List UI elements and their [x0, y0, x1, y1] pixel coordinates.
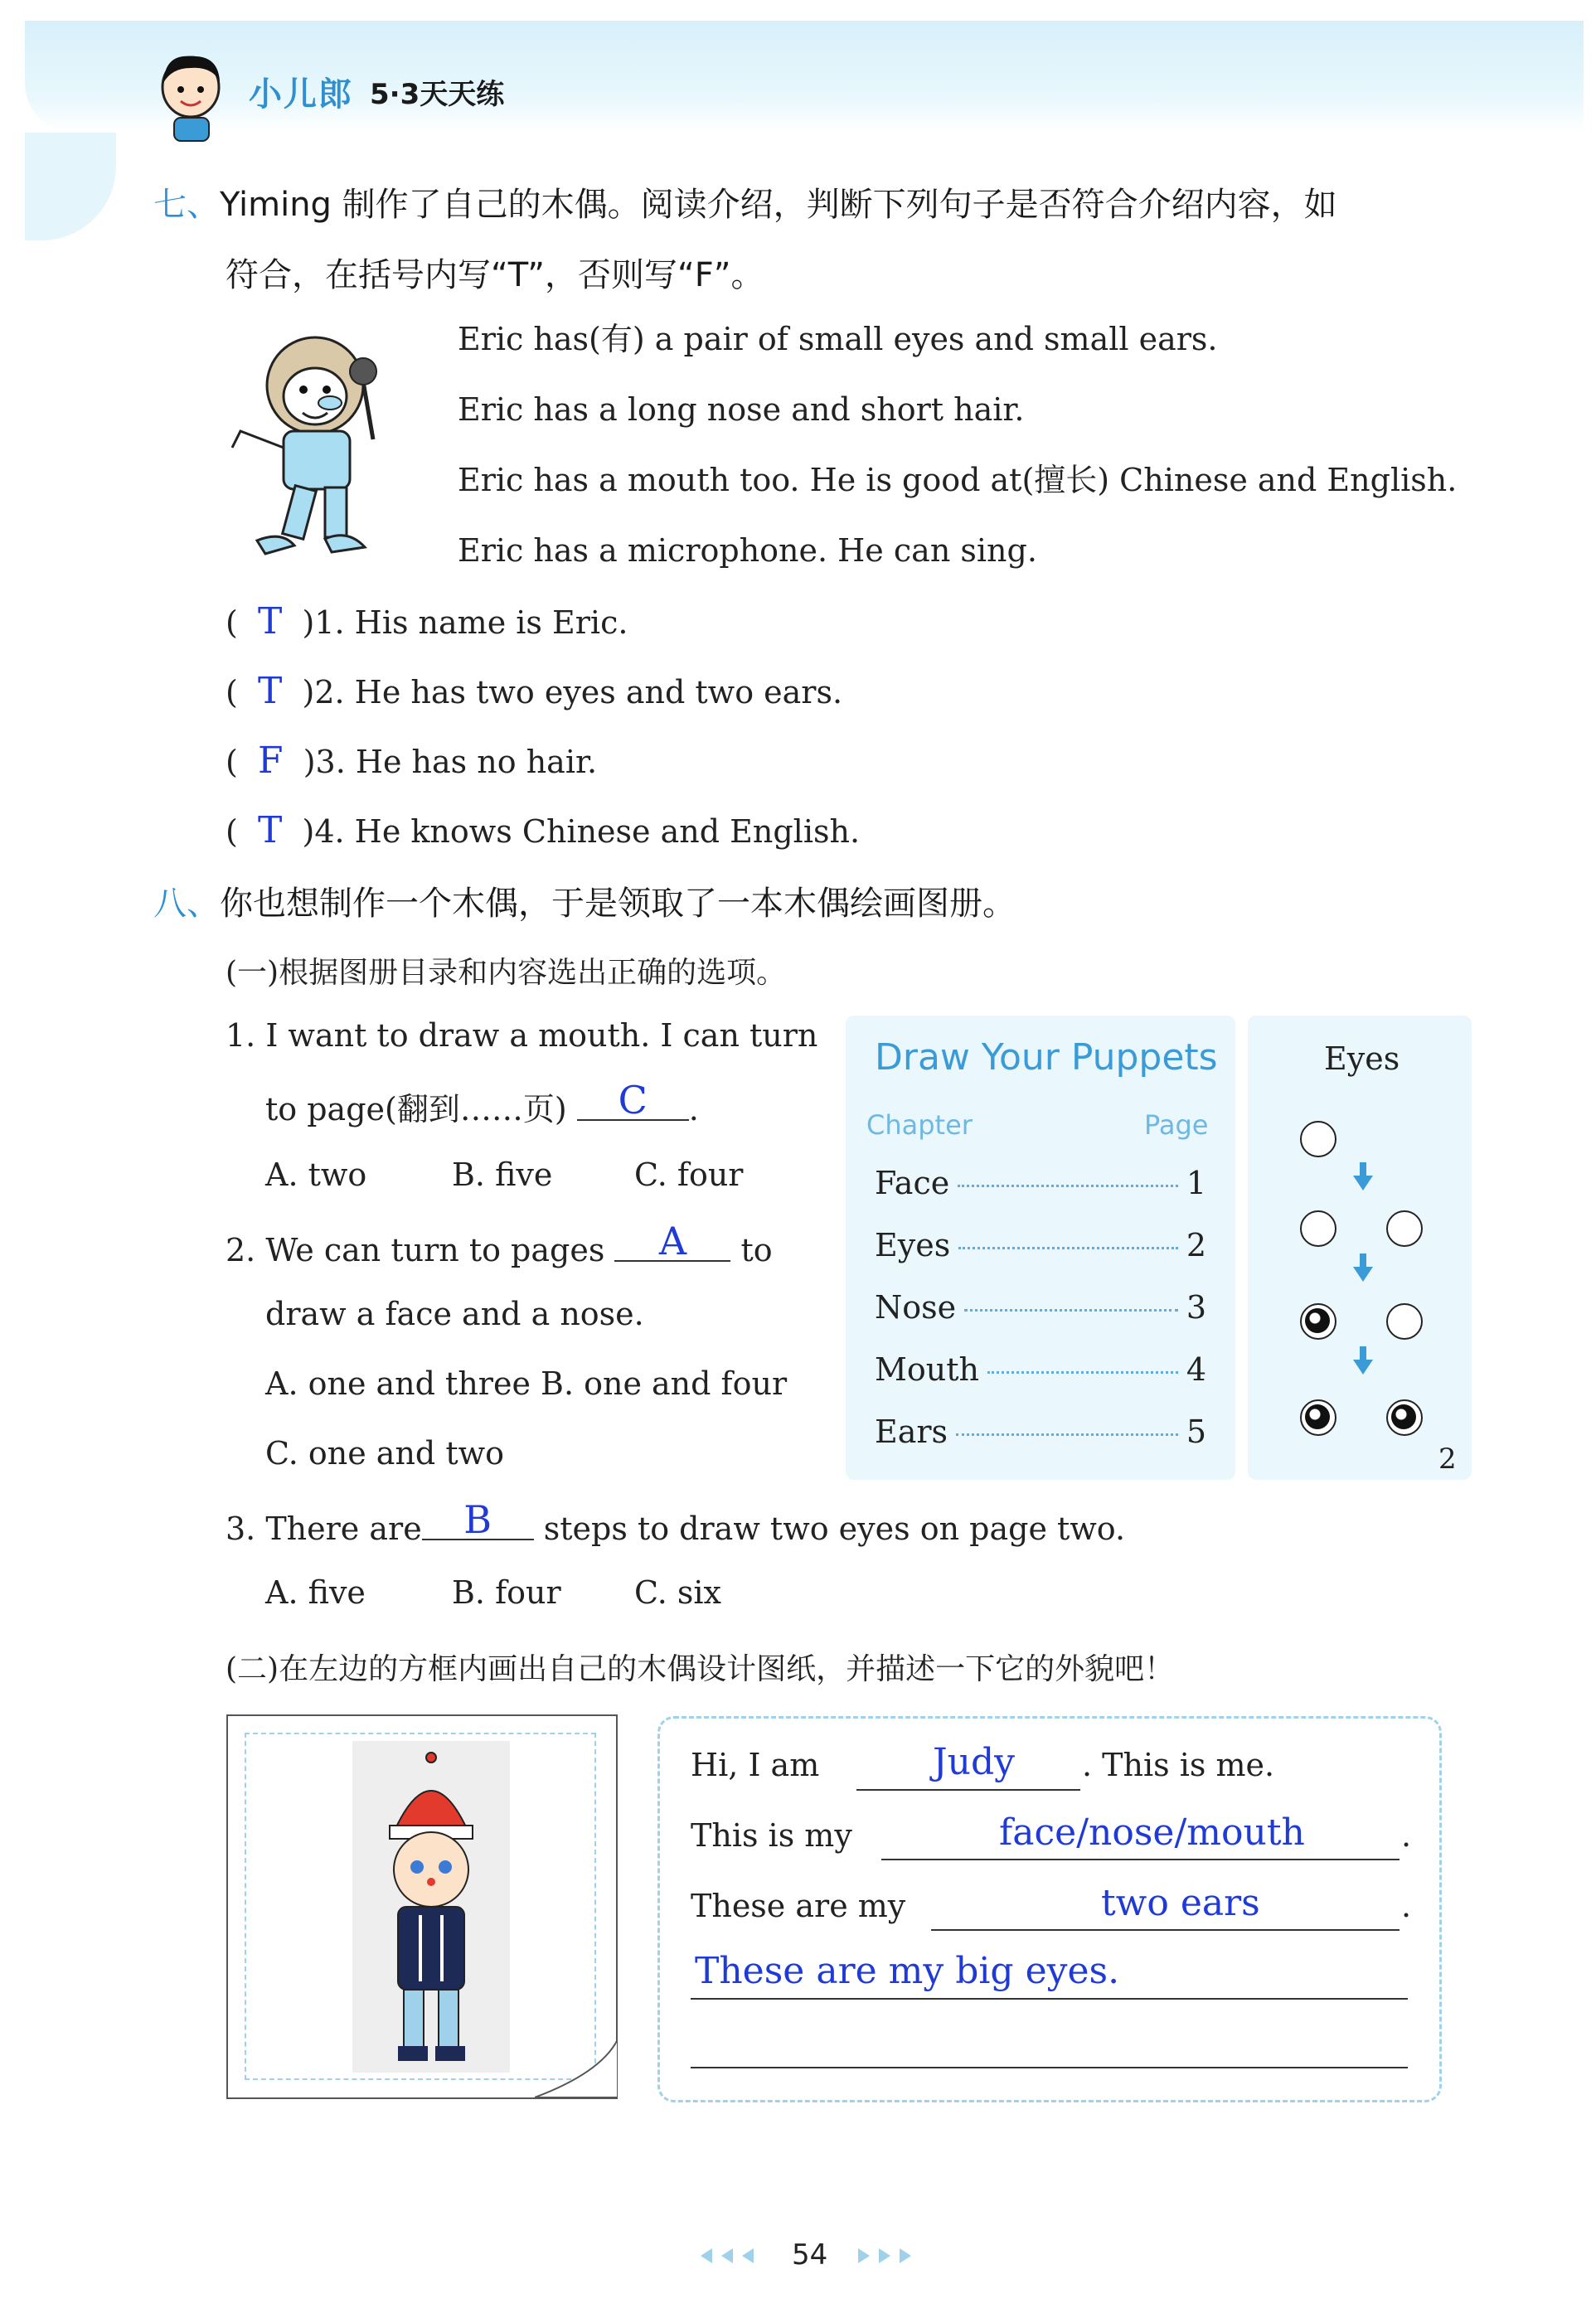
contents-col-page: Page	[1144, 1109, 1209, 1141]
contents-title: Draw Your Puppets	[875, 1036, 1218, 1079]
write-line3-lead: These are my	[691, 1888, 906, 1924]
contents-page: 1	[1186, 1165, 1206, 1201]
write-blank-4[interactable]	[691, 1998, 1408, 2000]
next-arrow-icon	[900, 2248, 911, 2263]
passage-line-2: Eric has a long nose and short hair.	[458, 391, 1025, 428]
write-line1-tail: . This is me.	[1082, 1747, 1275, 1783]
contents-row	[875, 1289, 1206, 1326]
write-answer-1: Judy	[933, 1741, 1015, 1783]
prev-arrow-icon	[701, 2248, 712, 2263]
write-answer-4: These are my big eyes.	[695, 1950, 1120, 1992]
section8-heading	[153, 877, 1016, 924]
write-line2-tail: .	[1401, 1817, 1412, 1854]
q3-option-b: B. four	[452, 1574, 561, 1611]
judge-answer-4: T	[257, 809, 283, 851]
q2-to: to	[740, 1232, 773, 1268]
q3-option-c: C. six	[634, 1574, 721, 1611]
arrow-down-icon	[1353, 1176, 1373, 1190]
section8-part2: (二)在左边的方框内画出自己的木偶设计图纸，并描述一下它的外貌吧！	[226, 1652, 1175, 1686]
section7-heading	[153, 178, 1337, 225]
eye-step4-left	[1300, 1399, 1336, 1436]
contents-row	[875, 1165, 1206, 1201]
contents-col-chapter: Chapter	[866, 1109, 973, 1141]
q2-answer: A	[658, 1219, 687, 1263]
page-curl-icon	[535, 2039, 618, 2099]
q2-line2: draw a face and a nose.	[265, 1296, 644, 1332]
series-title: 5·3天天练	[370, 78, 505, 111]
judge-text-2: )2. He has two eyes and two ears.	[302, 674, 843, 710]
contents-page: 2	[1186, 1227, 1206, 1263]
write-line2-lead: This is my	[691, 1817, 852, 1854]
q2-options-line1: A. one and three B. one and four	[265, 1365, 788, 1402]
puppet-drawing-illustration	[352, 1741, 510, 2073]
contents-row	[875, 1351, 1206, 1388]
eyes-steps-panel	[1248, 1016, 1472, 1480]
contents-row	[875, 1414, 1206, 1450]
prev-arrow-icon	[742, 2248, 754, 2263]
page-number: 54	[792, 2238, 828, 2272]
section7-number: 七、	[153, 186, 220, 224]
judge-item-3: ( F )3. He has no hair.	[226, 739, 598, 782]
contents-page: 5	[1186, 1414, 1206, 1450]
write-blank-2[interactable]	[881, 1859, 1400, 1860]
judge-text-1: )1. His name is Eric.	[302, 604, 628, 641]
q3-answer: B	[463, 1497, 492, 1542]
contents-chapter: Mouth	[875, 1351, 980, 1388]
judge-text-3: )3. He has no hair.	[303, 744, 598, 780]
contents-chapter: Eyes	[875, 1227, 951, 1263]
write-blank-5[interactable]	[691, 2067, 1408, 2068]
contents-page: 4	[1186, 1351, 1206, 1388]
section8-part1: (一)根据图册目录和内容选出正确的选项。	[226, 956, 787, 990]
eye-step1-circle	[1300, 1121, 1336, 1157]
judge-item-1: ( T )1. His name is Eric.	[226, 600, 628, 642]
q1-prompt: to page(翻到……页)	[265, 1091, 567, 1127]
eye-step2-left	[1300, 1210, 1336, 1247]
q1-option-c: C. four	[634, 1156, 744, 1193]
passage-line-1: Eric has(有) a pair of small eyes and small ears.	[458, 321, 1218, 357]
mascot-icon	[153, 50, 228, 145]
section8-instruction: 你也想制作一个木偶，于是领取了一本木偶绘画图册。	[220, 885, 1016, 923]
write-line1-lead: Hi, I am	[691, 1747, 820, 1783]
q1-answer: C	[618, 1078, 648, 1123]
write-blank-1[interactable]	[856, 1789, 1080, 1791]
write-answer-3: two ears	[1101, 1882, 1260, 1924]
contents-chapter: Ears	[875, 1414, 948, 1450]
eye-step3-right	[1386, 1303, 1423, 1340]
next-arrow-icon	[879, 2248, 890, 2263]
q1-line1: 1. I want to draw a mouth. I can turn	[226, 1017, 818, 1054]
passage-line-4: Eric has a microphone. He can sing.	[458, 532, 1037, 569]
eyes-panel-page: 2	[1438, 1443, 1457, 1476]
brand-logo: 小儿郎	[249, 75, 353, 114]
write-answer-2: face/nose/mouth	[999, 1811, 1305, 1854]
write-blank-3[interactable]	[931, 1929, 1400, 1931]
write-line3-tail: .	[1401, 1888, 1412, 1924]
judge-answer-3: F	[257, 739, 284, 782]
q1-option-b: B. five	[452, 1156, 553, 1193]
judge-answer-1: T	[257, 600, 283, 642]
q3-option-a: A. five	[265, 1574, 366, 1611]
arrow-down-icon	[1353, 1360, 1373, 1375]
judge-text-4: )4. He knows Chinese and English.	[302, 813, 861, 850]
judge-item-4: ( T )4. He knows Chinese and English.	[226, 809, 861, 851]
q2-options-line2: C. one and two	[265, 1435, 505, 1472]
header-wave	[25, 133, 116, 240]
q1-option-a: A. two	[265, 1156, 367, 1193]
q3-rest: steps to draw two eyes on page two.	[543, 1510, 1126, 1547]
contents-chapter: Face	[875, 1165, 950, 1201]
eye-step4-right	[1386, 1399, 1423, 1436]
section7-instruction-line1: Yiming 制作了自己的木偶。阅读介绍，判断下列句子是否符合介绍内容，如	[220, 186, 1337, 224]
q3-prompt: 3. There are	[226, 1510, 422, 1547]
passage-line-3: Eric has a mouth too. He is good at(擅长) Chinese and English.	[458, 462, 1458, 498]
q1-line2	[265, 1078, 699, 1127]
q2-prompt: 2. We can turn to pages	[226, 1232, 605, 1268]
q2-line1	[226, 1219, 773, 1268]
judge-item-2: ( T )2. He has two eyes and two ears.	[226, 670, 843, 712]
puppet-eric-illustration	[224, 323, 423, 564]
contents-page: 3	[1186, 1289, 1206, 1326]
contents-chapter: Nose	[875, 1289, 957, 1326]
eye-step2-right	[1386, 1210, 1423, 1247]
arrow-down-icon	[1353, 1267, 1373, 1282]
q3-line	[226, 1497, 1126, 1547]
drawing-box[interactable]	[226, 1714, 618, 2099]
section7-instruction-line2: 符合，在括号内写“T”，否则写“F”。	[226, 256, 764, 294]
section8-number: 八、	[153, 885, 220, 923]
eyes-panel-title: Eyes	[1324, 1040, 1400, 1077]
judge-answer-2: T	[257, 670, 283, 712]
next-arrow-icon	[858, 2248, 870, 2263]
prev-arrow-icon	[721, 2248, 733, 2263]
q1-period: .	[688, 1091, 699, 1127]
eye-step3-left	[1300, 1303, 1336, 1340]
contents-row	[875, 1227, 1206, 1263]
